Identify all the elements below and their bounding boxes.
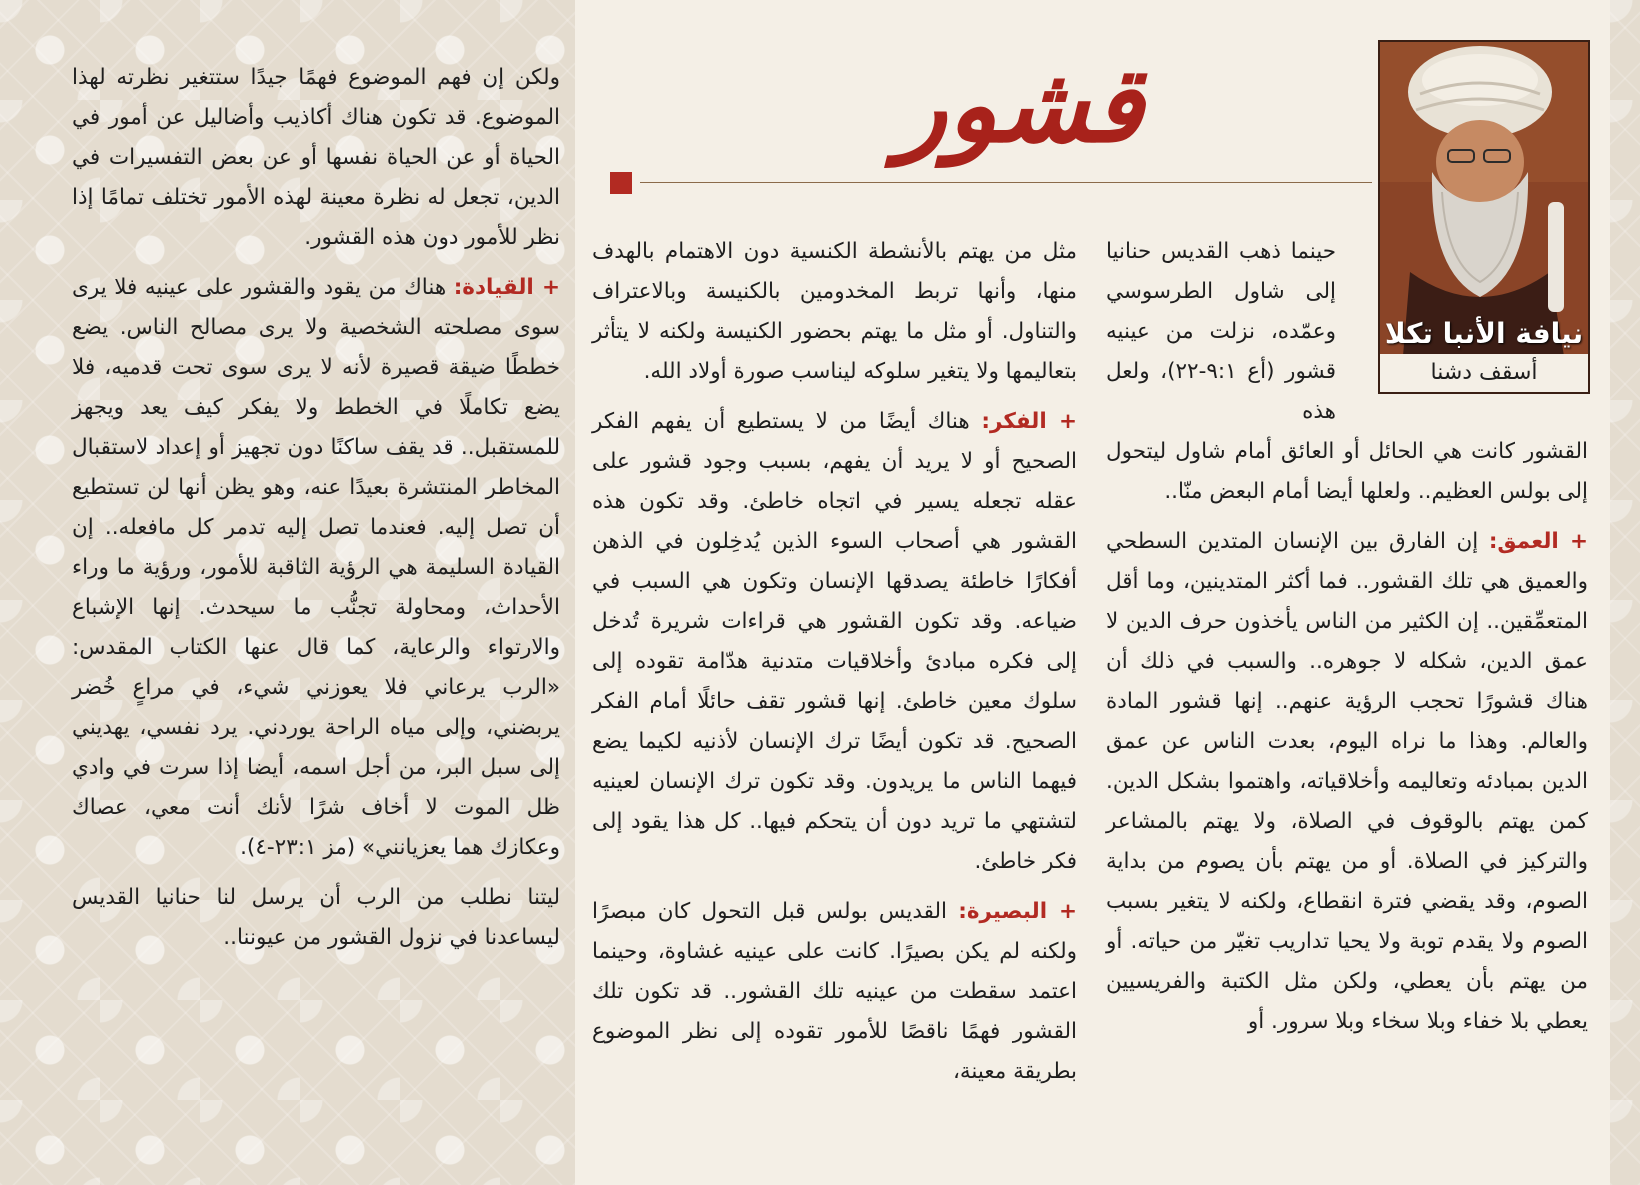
paragraph-text: ليتنا نطلب من الرب أن يرسل لنا حنانيا القديس ليساعدنا في نزول القشور من عيوننا.. <box>72 885 560 950</box>
section-heading-thought: + الفكر: <box>981 409 1077 434</box>
paragraph <box>72 58 560 258</box>
column-left <box>72 58 560 968</box>
author-portrait <box>1378 40 1590 394</box>
section-heading-insight: + البصيرة: <box>958 899 1077 924</box>
portrait-caption-title: أسقف دشنا <box>1380 354 1588 392</box>
paragraph <box>592 402 1077 882</box>
paragraph-text: إن الفارق بين الإنسان المتدين السطحي والعميق هي تلك القشور.. فما أكثر المتدينين، وما أقل المتعمِّقين.. إن الكثير من الناس يأخذون حرف الدين لا عمق الدين، شكله لا جوهره.. والسبب في ذلك أن هناك قشورًا تحجب الرؤية عنهم.. إنها قشور المادة والعالم. وهذا ما نراه اليوم، بعدت الناس عن عمق الدين بمبادئه وتعاليمه وأخلاقياته، واهتموا بشكل الدين. كمن يهتم بالوقوف في الصلاة، ولا يهتم بالمشاعر والتركيز في الصلاة. أو من يهتم بأن يصوم من بداية الصوم، وقد يقضي فترة انقطاع، ولكنه لا يتغير بسبب الصوم ولا يقدم توبة ولا يحيا تداريب تغيّر من حياته. أو من يهتم بأن يعطي، ولكن مثل الكتبة والفريسيين يعطي بلا خفاء وبلا سخاء وبلا سرور. أو <box>1106 529 1588 1034</box>
column-right-bottom <box>1106 432 1588 1052</box>
paragraph-text: هناك أيضًا من لا يستطيع أن يفهم الفكر الصحيح أو لا يريد أن يفهم، بسبب وجود قشور على عقله تجعله يسير في اتجاه خاطئ. وقد تكون هذه القشور هي أصحاب السوء الذين يُدخِلون في الذهن أفكارًا خاطئة يصدقها الإنسان وتكون هي السبب في ضياعه. وقد تكون القشور هي قراءات شريرة تُدخل إلى فكره مبادئ وأخلاقيات متدنية هدّامة تقوده إلى سلوك معين خاطئ. إنها قشور تقف حائلًا أمام الفكر الصحيح. قد تكون أيضًا ترك الإنسان لأذنيه لكيما يضع فيهما الناس ما يريدون. وقد تكون ترك الإنسان لعينيه لتشتهي ما تريد دون أن يتحكم فيها.. كل هذا يقود إلى فكر خاطئ. <box>592 409 1077 874</box>
paragraph <box>72 268 560 868</box>
article-title: قشور <box>896 43 1144 166</box>
paragraph-text: ولكن إن فهم الموضوع فهمًا جيدًا ستتغير نظرته لهذا الموضوع. قد تكون هناك أكاذيب وأضاليل عن أمور في الحياة أو عن الحياة نفسها أو عن بعض التفسيرات في الدين، تجعل له نظرة معينة لهذه الأمور تختلف تمامًا إذا نظر للأمور دون هذه القشور. <box>72 65 560 250</box>
title-divider <box>640 182 1372 183</box>
paragraph <box>592 892 1077 1092</box>
paragraph-text: مثل من يهتم بالأنشطة الكنسية دون الاهتمام بالهدف منها، وأنها تربط المخدومين بالكنيسة وبالاعتراف والتناول. أو مثل ما يهتم بحضور الكنيسة ولكنه لا يتأثر بتعاليمها ولا يتغير سلوكه ليناسب صورة أولاد الله. <box>592 239 1077 384</box>
paragraph <box>1106 432 1588 512</box>
paragraph <box>1106 522 1588 1042</box>
paragraph <box>72 878 560 958</box>
column-right-top <box>1106 232 1336 442</box>
paragraph-text: القديس بولس قبل التحول كان مبصرًا ولكنه لم يكن بصيرًا. كانت على عينيه غشاوة، وحينما اعتمد سقطت من عينيه تلك القشور.. قد تكون تلك القشور فهمًا ناقصًا للأمور تقوده إلى نظر الموضوع بطريقة معينة، <box>592 899 1077 1084</box>
title-marker-square <box>610 172 632 194</box>
decorative-pattern-right <box>1610 0 1640 1185</box>
portrait-caption-name: نيافة الأنبا تكلا <box>1384 317 1584 350</box>
paragraph: حينما ذهب القديس حنانيا إلى شاول الطرسوسي وعمّده، نزلت من عينيه قشور (أع ٩:١-٢٢)، ولعل هذه <box>1106 239 1337 424</box>
column-middle <box>592 232 1077 1102</box>
paragraph <box>592 232 1077 392</box>
section-heading-leadership: + القيادة: <box>453 275 560 300</box>
paragraph-text: القشور كانت هي الحائل أو العائق أمام شاول ليتحول إلى بولس العظيم.. ولعلها أيضا أمام البعض منّا.. <box>1106 439 1588 504</box>
paragraph-text: هناك من يقود والقشور على عينيه فلا يرى سوى مصلحته الشخصية ولا يرى مصالح الناس. يضع خططًا ضيقة قصيرة لأنه لا يرى سوى تحت قدميه، فلا يضع تكاملًا في الخطط ولا يفكر كيف يعد ويجهز للمستقبل.. قد يقف ساكنًا دون تجهيز أو إعداد لاستقبال المخاطر المنتشرة بعيدًا عنه، وهو يظن أنها لن تستطيع أن تصل إليه. فعندما تصل إليه تدمر كل مافعله.. إن القيادة السليمة هي الرؤية الثاقبة للأمور، ورؤية ما وراء الأحداث، ومحاولة تجنُّب ما سيحدث. إنها الإشباع والارتواء والرعاية، كما قال عنها الكتاب المقدس: «الرب يرعاني فلا يعوزني شيء، في مراعٍ خُضر يربضني، وإلى مياه الراحة يوردني. يرد نفسي، يهديني إلى سبل البر، من أجل اسمه، أيضا إذا سرت في وادي ظل الموت لا أخاف شرًا لأنك أنت معي، عصاك وعكازك هما يعزيانني» (مز ٢٣:١-٤). <box>72 275 560 860</box>
section-heading-depth: + العمق: <box>1488 529 1588 554</box>
